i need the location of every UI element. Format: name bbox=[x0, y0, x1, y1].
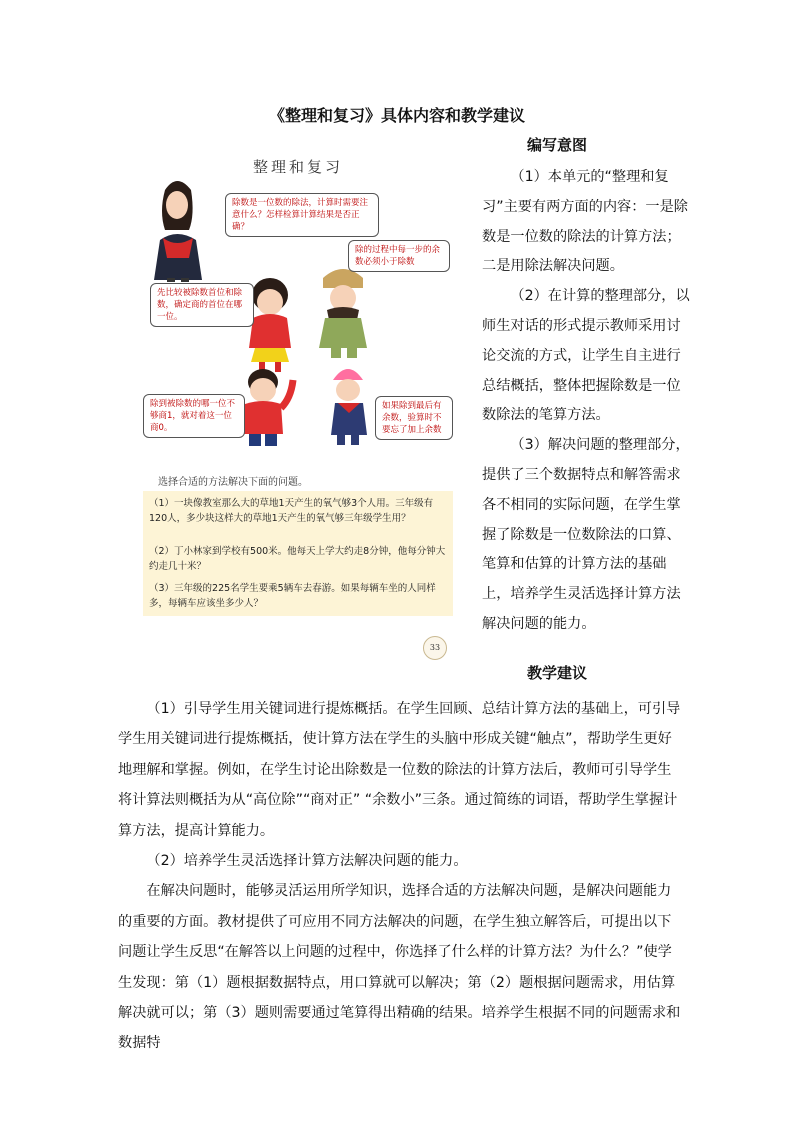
intent-heading: 编写意图 bbox=[526, 136, 587, 154]
suggestion-paragraph-2: （2）培养学生灵活选择计算方法解决问题的能力。 bbox=[146, 853, 468, 870]
suggestion-paragraph-3: 在解决问题时，能够灵活运用所学知识，选择合适的方法解决问题，是解决问题能力的重要的方面。教材提供了可应用不同方法解决的问题，在学生独立解答后，可提出以下问题让学生反思“在解答以上问题的过程中，你选择了什么样的计算方法？为什么？”使学生发现：第（1）题根据数据特点，用口算就可以解决；第（2）题根据问题需求，用估算解决就可以；第（3）题则需要通过笔算得出精确的结果。培养学生根据不同的问题需求和数据特 bbox=[118, 883, 681, 1052]
intent-paragraph-1: （1）本单元的“整理和复习”主要有两方面的内容：一是除数是一位数的除法的计算方法；二是用除法解决问题。 bbox=[482, 169, 688, 275]
girl-figure-2 bbox=[331, 369, 367, 445]
problem-1: （1）一块像教室那么大的草地1天产生的氧气够3个人用。三年级有120人，多少块这样大的草地1天产生的氧气够三年级学生用？ bbox=[149, 498, 434, 524]
problem-box bbox=[143, 491, 453, 616]
textbook-figure bbox=[135, 150, 460, 652]
speech-bubble-remainder: 除的过程中每一步的余数必须小于除数 bbox=[348, 240, 450, 272]
speech-bubble-first-digit: 先比较被除数首位和除数，确定商的首位在哪一位。 bbox=[150, 283, 254, 327]
suggestions-heading: 教学建议 bbox=[526, 664, 587, 682]
suggestion-paragraph-1: （1）引导学生用关键词进行提炼概括。在学生回顾、总结计算方法的基础上，可引导学生用关键词进行提炼概括，使计算方法在学生的头脑中形成关键“触点”，帮助学生更好地理解和掌握。例如，在学生讨论出除数是一位数的除法的计算方法后，教师可引导学生将计算法则概括为从“高位除”“商对正” “余数小”三条。通过简练的词语，帮助学生掌握计算方法，提高计算能力。 bbox=[118, 701, 681, 839]
suggestions-text bbox=[118, 694, 684, 1059]
figure-title: 整理和复习 bbox=[253, 158, 344, 176]
speech-bubble-zero-quotient: 除到被除数的哪一位不够商1，就对着这一位商0。 bbox=[143, 394, 245, 438]
girl-figure-1 bbox=[249, 278, 291, 372]
speech-bubble-check-remainder: 如果除到最后有余数，验算时不要忘了加上余数 bbox=[375, 396, 453, 440]
speech-bubble-teacher: 除数是一位数的除法，计算时需要注意什么？怎样检算计算结果是否正确？ bbox=[225, 193, 379, 237]
page-title: 《整理和复习》具体内容和教学建议 bbox=[268, 106, 525, 125]
problem-3: （3）三年级的225名学生要乘5辆车去春游。如果每辆车坐的人同样多，每辆车应该坐多少人？ bbox=[149, 583, 436, 609]
problem-2: （2）丁小林家到学校有500米。他每天上学大约走8分钟，他每分钟大约走几十米？ bbox=[149, 546, 446, 572]
textbook-page-number: 33 bbox=[423, 636, 447, 660]
boy-figure-2 bbox=[243, 369, 293, 446]
intent-paragraph-2: （2）在计算的整理部分，以师生对话的形式提示教师采用讨论交流的方式，让学生自主进行总结概括，整体把握除数是一位数除法的笔算方法。 bbox=[482, 288, 690, 424]
boy-figure-1 bbox=[319, 269, 367, 358]
teacher-figure bbox=[154, 181, 202, 282]
intent-text bbox=[482, 163, 692, 640]
figure-instruction: 选择合适的方法解决下面的问题。 bbox=[158, 477, 308, 488]
intent-paragraph-3: （3）解决问题的整理部分，提供了三个数据特点和解答需求各不相同的实际问题，在学生掌握了除数是一位数除法的口算、笔算和估算的计算方法的基础上，培养学生灵活选择计算方法解决问题的能力。 bbox=[482, 437, 690, 632]
